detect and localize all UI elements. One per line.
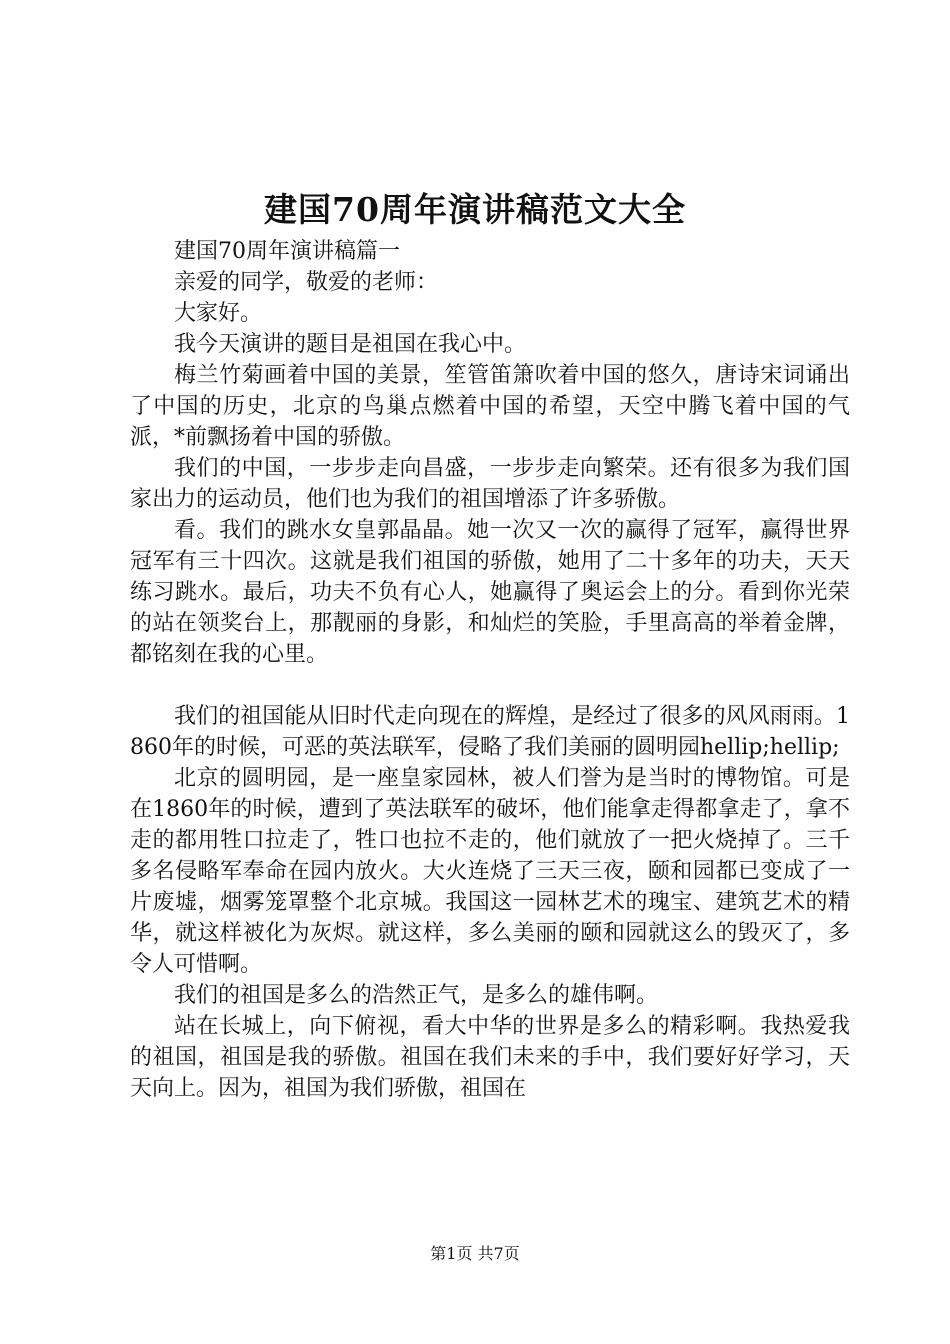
paragraph: 我们的中国，一步步走向昌盛，一步步走向繁荣。还有很多为我们国家出力的运动员，他们也为我们的祖国增添了许多骄傲。 [130, 456, 850, 512]
document-body [130, 236, 850, 1104]
document-title: 建国70周年演讲稿范文大全 [264, 190, 686, 229]
paragraph: 看。我们的跳水女皇郭晶晶。她一次又一次的赢得了冠军，赢得世界冠军有三十四次。这就是我们祖国的骄傲，她用了二十多年的功夫，天天练习跳水。最后，功夫不负有心人，她赢得了奥运会上的分。看到你光荣的站在领奖台上，那靓丽的身影，和灿烂的笑脸，手里高高的举着金牌，都铭刻在我的心里。 [130, 518, 850, 667]
paragraph-spacer [130, 670, 850, 701]
paragraph: 北京的圆明园，是一座皇家园林，被人们誉为是当时的博物馆。可是在1860年的时候，遭到了英法联军的破坏，他们能拿走得都拿走了，拿不走的都用牲口拉走了，牲口也拉不走的，他们就放了一把火烧掉了。三千多名侵略军奉命在园内放火。大火连烧了三天三夜，颐和园都已变成了一片废墟，烟雾笼罩整个北京城。我国这一园林艺术的瑰宝、建筑艺术的精华，就这样被化为灰烬。就这样，多么美丽的颐和园就这么的毁灭了，多令人可惜啊。 [130, 766, 850, 977]
paragraph: 梅兰竹菊画着中国的美景，笙管笛箫吹着中国的悠久，唐诗宋词诵出了中国的历史，北京的鸟巢点燃着中国的希望，天空中腾飞着中国的气派，*前飘扬着中国的骄傲。 [130, 363, 850, 450]
paragraph-greeting: 大家好。 [174, 301, 263, 326]
page-footer: 第1页 共7页 [430, 1244, 520, 1263]
paragraph: 我们的祖国是多么的浩然正气，是多么的雄伟啊。 [174, 983, 659, 1008]
paragraph: 我们的祖国能从旧时代走向现在的辉煌，是经过了很多的风风雨雨。1860年的时候，可恶的英法联军，侵略了我们美丽的圆明园hellip;hellip; [130, 704, 850, 760]
paragraph-salutation: 亲爱的同学，敬爱的老师： [174, 270, 439, 295]
paragraph: 站在长城上，向下俯视，看大中华的世界是多么的精彩啊。我热爱我的祖国，祖国是我的骄傲。祖国在我们未来的手中，我们要好好学习，天天向上。因为，祖国为我们骄傲，祖国在 [130, 1014, 850, 1101]
paragraph-heading: 建国70周年演讲稿篇一 [174, 239, 400, 264]
paragraph-topic: 我今天演讲的题目是祖国在我心中。 [174, 332, 527, 357]
